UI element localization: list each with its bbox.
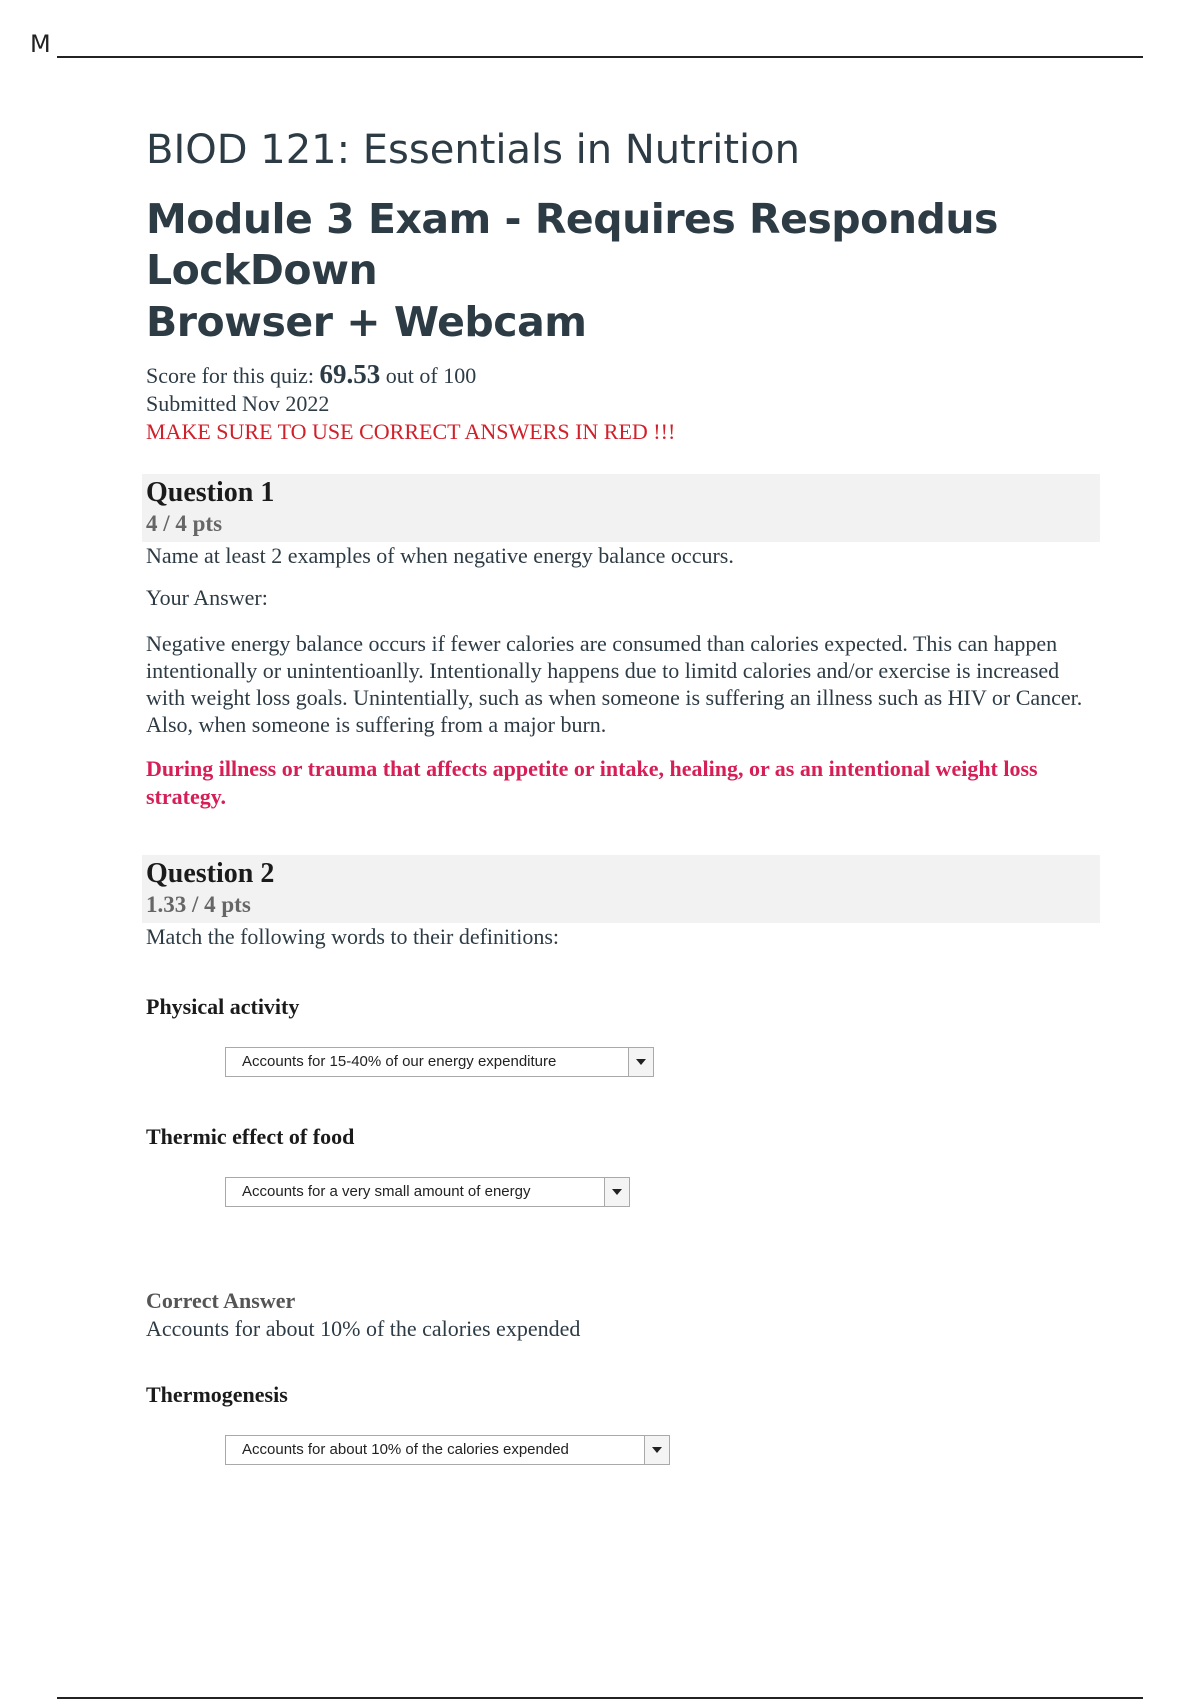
correct-answer-label: Correct Answer — [146, 1287, 296, 1313]
chevron-down-icon — [604, 1178, 629, 1206]
question-2-title: Question 2 — [146, 857, 275, 889]
course-title: BIOD 121: Essentials in Nutrition — [146, 127, 800, 173]
question-2-header — [142, 855, 1100, 923]
correct-answer-text: During illness or trauma that affects appetite or intake, healing, or as an intentional weight loss strategy. — [146, 755, 1038, 809]
question-1-prompt: Name at least 2 examples of when negative energy balance occurs. — [146, 542, 734, 568]
match-select-thermic-effect[interactable] — [225, 1177, 630, 1207]
score-line — [146, 360, 1096, 390]
page-mark: M — [30, 30, 51, 58]
match-select-thermogenesis[interactable] — [225, 1435, 670, 1465]
bottom-rule — [57, 1697, 1143, 1699]
score-suffix: out of 100 — [385, 362, 477, 388]
submitted-date: Submitted Nov 2022 — [146, 390, 330, 416]
your-answer-label: Your Answer: — [146, 584, 268, 610]
match-select-value: Accounts for a very small amount of energy — [242, 1183, 531, 1201]
question-1-title: Question 1 — [146, 476, 275, 508]
question-1-points: 4 / 4 pts — [146, 510, 223, 536]
chevron-down-icon — [644, 1436, 669, 1464]
match-select-physical-activity[interactable] — [225, 1047, 654, 1077]
correct-answer-value: Accounts for about 10% of the calories expended — [146, 1315, 581, 1341]
question-2-points: 1.33 / 4 pts — [146, 891, 251, 917]
question-2-prompt: Match the following words to their definitions: — [146, 923, 560, 949]
match-term-thermogenesis: Thermogenesis — [146, 1381, 288, 1407]
question-1-header — [142, 474, 1100, 542]
match-term-thermic-effect: Thermic effect of food — [146, 1123, 355, 1149]
exam-title-line1: Module 3 Exam - Requires Respondus LockDown — [146, 195, 998, 295]
score-value: 69.53 — [319, 358, 381, 389]
score-label: Score for this quiz: — [146, 362, 315, 388]
your-answer-text: Negative energy balance occurs if fewer calories are consumed than calories expected. This can happen intentionally or unintentioanlly. Intentionally happens due to limitd calories and/or exercise is increased with weight loss goals. Unintentially, such as when someone is suffering an illness such as HIV or Cancer. Also, when someone is suffering from a major burn. — [146, 630, 1083, 737]
exam-title-line2: Browser + Webcam — [146, 297, 587, 346]
quiz-meta — [146, 360, 1096, 446]
chevron-down-icon — [628, 1048, 653, 1076]
red-note: MAKE SURE TO USE CORRECT ANSWERS IN RED !!! — [146, 418, 676, 444]
top-rule — [57, 56, 1143, 58]
match-select-value: Accounts for 15-40% of our energy expenditure — [242, 1053, 557, 1071]
match-term-physical-activity: Physical activity — [146, 993, 300, 1019]
document-content — [146, 126, 1096, 1465]
match-select-value: Accounts for about 10% of the calories expended — [242, 1441, 569, 1459]
exam-title — [146, 194, 1096, 348]
